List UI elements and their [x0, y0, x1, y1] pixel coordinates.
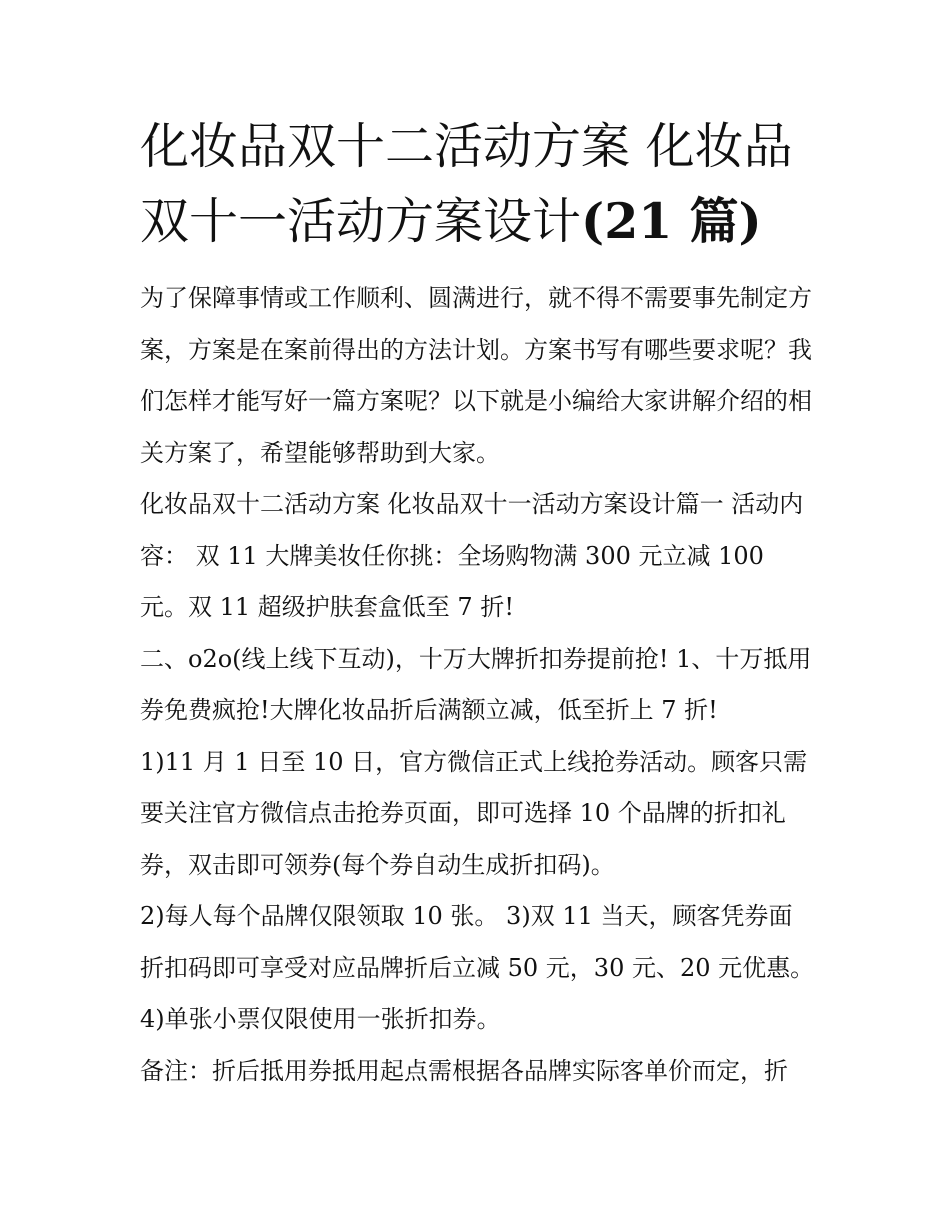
document-title — [140, 110, 815, 259]
coupon-activity-paragraph: 1)11 月 1 日至 10 日，官方微信正式上线抢券活动。顾客只需要关注官方微信点击抢券页面，即可选择 10 个品牌的折扣礼券，双击即可领券(每个券自动生成折扣码)。 — [140, 747, 808, 879]
note-paragraph: 备注：折后抵用券抵用起点需根据各品牌实际客单价而定，折 — [140, 1056, 788, 1085]
title-count-text: (21 篇) — [581, 192, 762, 250]
document-content — [140, 110, 815, 1097]
intro-paragraph: 为了保障事情或工作顺利、圆满进行，就不得不需要事先制定方案，方案是在案前得出的方法计划。方案书写有哪些要求呢？我们怎样才能写好一篇方案呢？以下就是小编给大家讲解介绍的相关方案了，希望能够帮助到大家。 — [140, 284, 812, 467]
title-main-text: 化妆品双十二活动方案 化妆品双十一活动方案设计 — [140, 118, 793, 250]
activity-content-paragraph: 化妆品双十二活动方案 化妆品双十一活动方案设计篇一 活动内容： 双 11 大牌美妆任你挑：全场购物满 300 元立减 100 元。双 11 超级护肤套盒低至 7 折! — [140, 490, 804, 621]
o2o-paragraph: 二、o2o(线上线下互动)，十万大牌折扣券提前抢! 1、十万抵用券免费疯抢!大牌化妆品折后满额立减，低至折上 7 折! — [140, 644, 812, 724]
coupon-limit-paragraph: 2)每人每个品牌仅限领取 10 张。 3)双 11 当天，顾客凭券面折扣码即可享受对应品牌折后立减 50 元，30 元、20 元优惠。 4)单张小票仅限使用一张折扣券。 — [140, 902, 815, 1033]
